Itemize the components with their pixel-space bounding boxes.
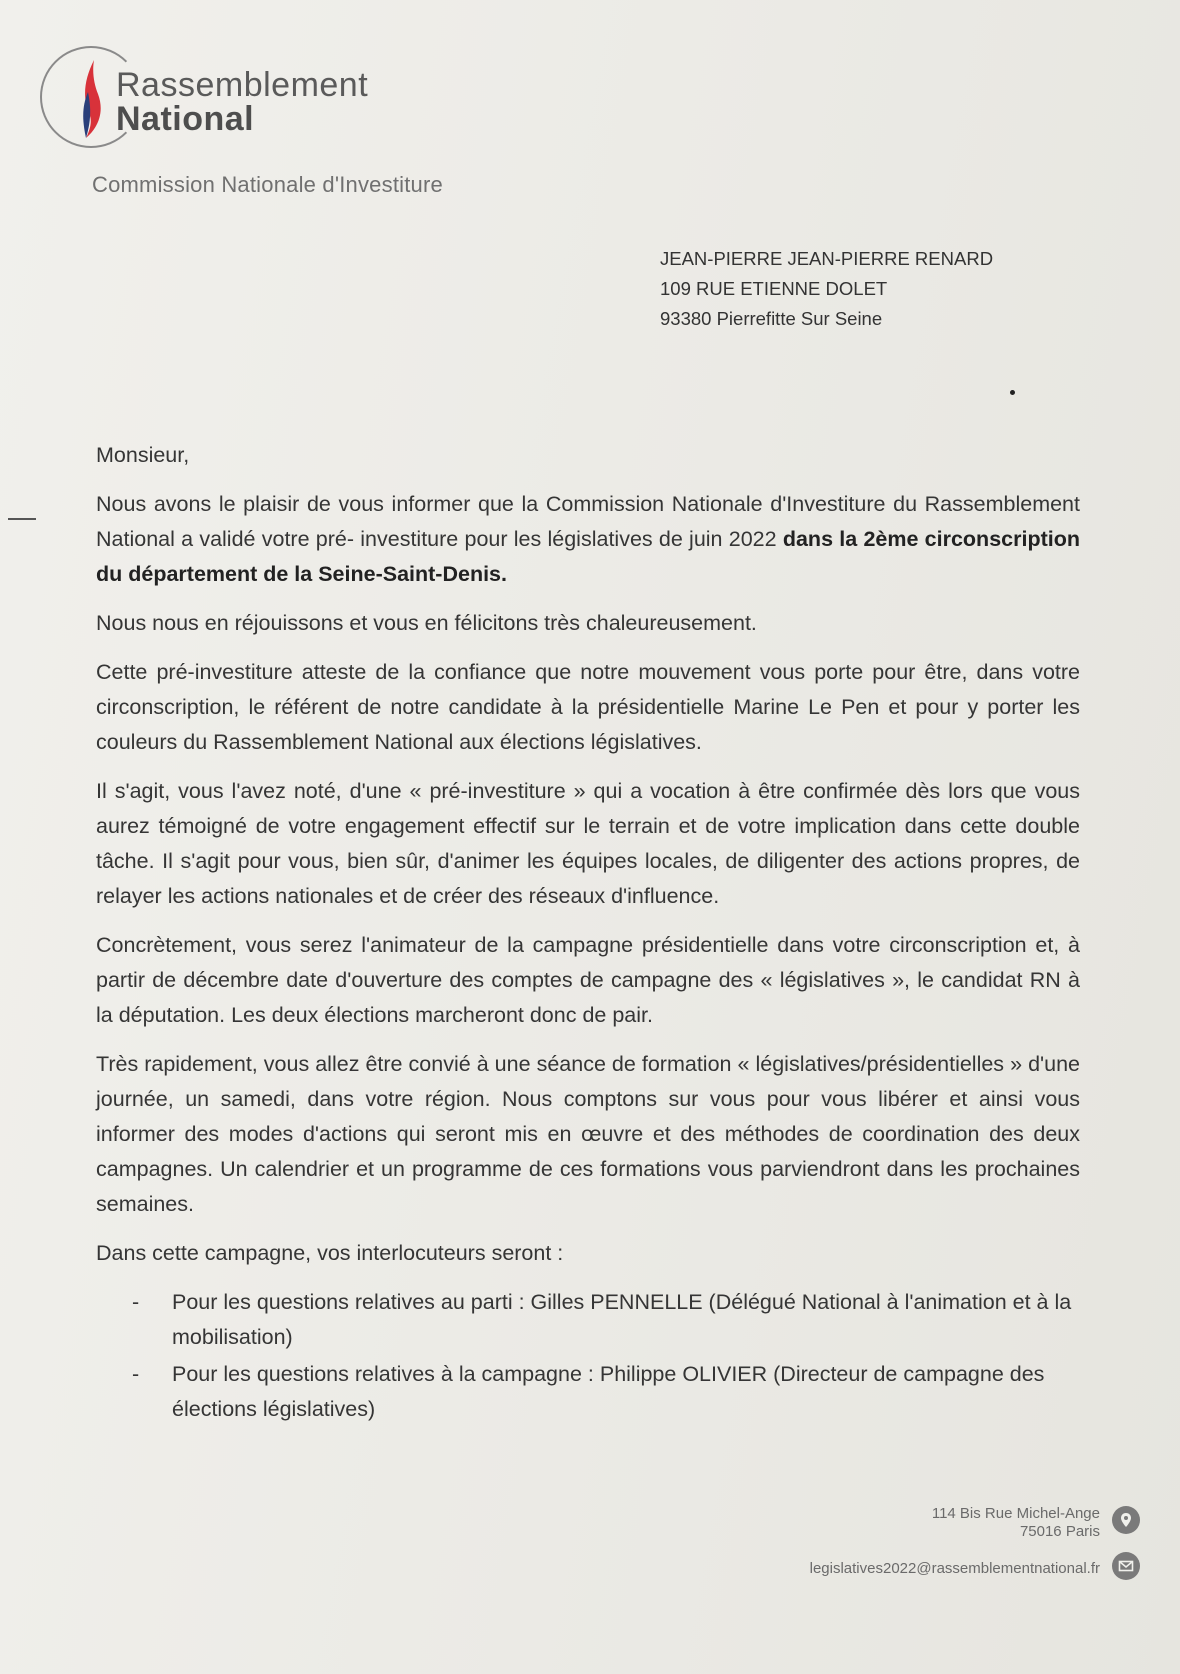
map-pin-icon [1112, 1506, 1140, 1534]
contact-campaign: Pour les questions relatives à la campagne : Philippe OLIVIER (Directeur de campagne des élections législatives) [172, 1362, 1045, 1421]
rn-logo [40, 46, 440, 156]
salutation: Monsieur, [96, 443, 190, 467]
paragraph-7: Dans cette campagne, vos interlocuteurs seront : [96, 1241, 564, 1265]
paragraph-2: Nous nous en réjouissons et vous en félicitons très chaleureusement. [96, 611, 757, 635]
footer-address-line2: 75016 Paris [1019, 1523, 1100, 1540]
logo-text-rassemblement: Rassemblement [116, 66, 369, 104]
paragraph-3: Cette pré-investiture atteste de la confiance que notre mouvement vous porte pour être, dans votre circonscription, le référent de notre candidate à la présidentielle Marine Le Pen et pour y porter les couleurs du Rassemblement National aux élections législatives. [96, 660, 1080, 754]
list-item [96, 1357, 1080, 1427]
footer-address [932, 1505, 1100, 1541]
recipient-city: 93380 Pierrefitte Sur Seine [660, 308, 883, 329]
contacts-list [96, 1285, 1080, 1427]
paragraph-4: Il s'agit, vous l'avez noté, d'une « pré-investiture » qui a vocation à être confirmée dès lors que vous aurez témoigné de votre engagement effectif sur le terrain et de votre implication dans cette double tâche. Il s'agit pour vous, bien sûr, d'animer les équipes locales, de diligenter des actions propres, de relayer les actions nationales et de créer des réseaux d'influence. [96, 779, 1080, 908]
recipient-name: JEAN-PIERRE JEAN-PIERRE RENARD [660, 248, 994, 269]
mail-icon [1112, 1552, 1140, 1580]
logo-text-national: National [116, 100, 255, 138]
list-item [96, 1285, 1080, 1355]
recipient-address [660, 244, 993, 334]
bullet-dash: - [132, 1290, 140, 1314]
recipient-street: 109 RUE ETIENNE DOLET [660, 278, 888, 299]
paragraph-5: Concrètement, vous serez l'animateur de la campagne présidentielle dans votre circonscription et, à partir de décembre date d'ouverture des comptes de campagne des « législatives », le candidat RN à la députation. Les deux élections marcheront donc de pair. [96, 933, 1080, 1027]
paragraph-1-text: Nous avons le plaisir de vous informer que la Commission Nationale d'Investiture du Rassemblement National a validé votre pré- investiture pour les législatives de juin 2022 [96, 492, 1080, 551]
footer-address-line1: 114 Bis Rue Michel-Ange [931, 1505, 1100, 1522]
ink-dot [1010, 390, 1015, 395]
footer-email[interactable]: legislatives2022@rassemblementnational.fr [809, 1560, 1100, 1577]
paragraph-1 [96, 487, 1080, 592]
letter-body [96, 438, 1080, 1429]
commission-subtitle: Commission Nationale d'Investiture [92, 172, 443, 197]
fold-mark [8, 518, 36, 520]
flame-icon [78, 58, 108, 140]
paragraph-6: Très rapidement, vous allez être convié à une séance de formation « législatives/présidentielles » d'une journée, un samedi, dans votre région. Nous comptons sur vous pour vous libérer et ainsi vous informer des modes d'actions qui seront mis en œuvre et des méthodes de coordination des deux campagnes. Un calendrier et un programme de ces formations vous parviendront dans les prochaines semaines. [96, 1052, 1080, 1216]
bullet-dash: - [132, 1362, 140, 1386]
paragraph-1-bold: dans la 2ème circonscription du département de la Seine-Saint-Denis. [96, 527, 1080, 586]
contact-party: Pour les questions relatives au parti : Gilles PENNELLE (Délégué National à l'animation et à la mobilisation) [172, 1290, 1072, 1349]
